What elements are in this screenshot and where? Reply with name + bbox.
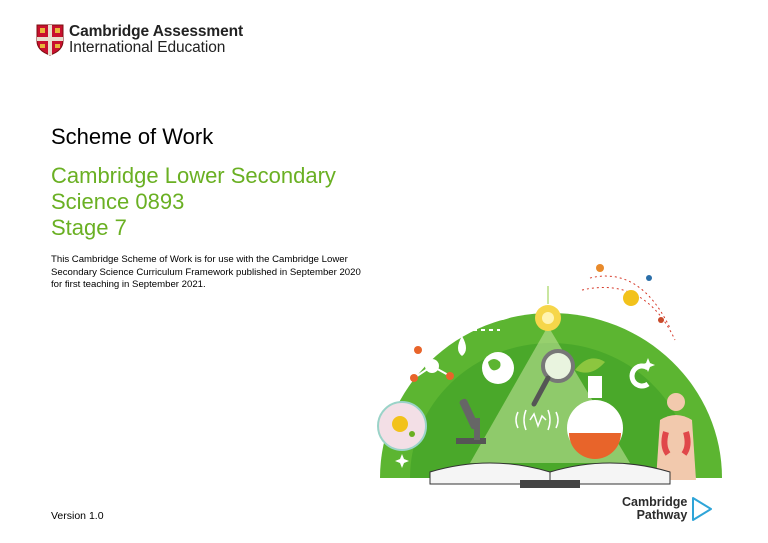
sparkle-icon <box>508 288 528 308</box>
pathway-arrow-icon <box>691 496 713 522</box>
molecule-icon <box>425 359 439 373</box>
pathway-logo <box>622 496 713 522</box>
crest-icon <box>36 24 64 56</box>
document-subject <box>51 163 336 241</box>
brand-name: Cambridge Assessment <box>69 23 244 40</box>
brand-logo <box>36 24 243 56</box>
cloud-icon <box>470 305 514 321</box>
planet-icon <box>596 264 604 272</box>
subject-line-2: Science 0893 <box>51 189 185 214</box>
document-description: This Cambridge Scheme of Work is for use with the Cambridge Lower Secondary Science Curriculum Framework published in September 2020 for first teaching in September 2021. <box>51 254 361 290</box>
science-illustration <box>370 258 732 488</box>
subject-line-3: Stage 7 <box>51 215 127 240</box>
brand-subname: International Education <box>69 39 226 56</box>
subject-line-1: Cambridge Lower Secondary <box>51 163 336 188</box>
version-label: Version 1.0 <box>51 510 104 522</box>
sun-icon <box>623 290 639 306</box>
document-type: Scheme of Work <box>51 124 214 149</box>
pathway-line-2: Pathway <box>636 508 688 522</box>
planet-icon <box>658 317 664 323</box>
planet-icon <box>646 275 652 281</box>
pathway-line-1: Cambridge <box>622 495 688 509</box>
human-anatomy-icon <box>667 393 685 411</box>
